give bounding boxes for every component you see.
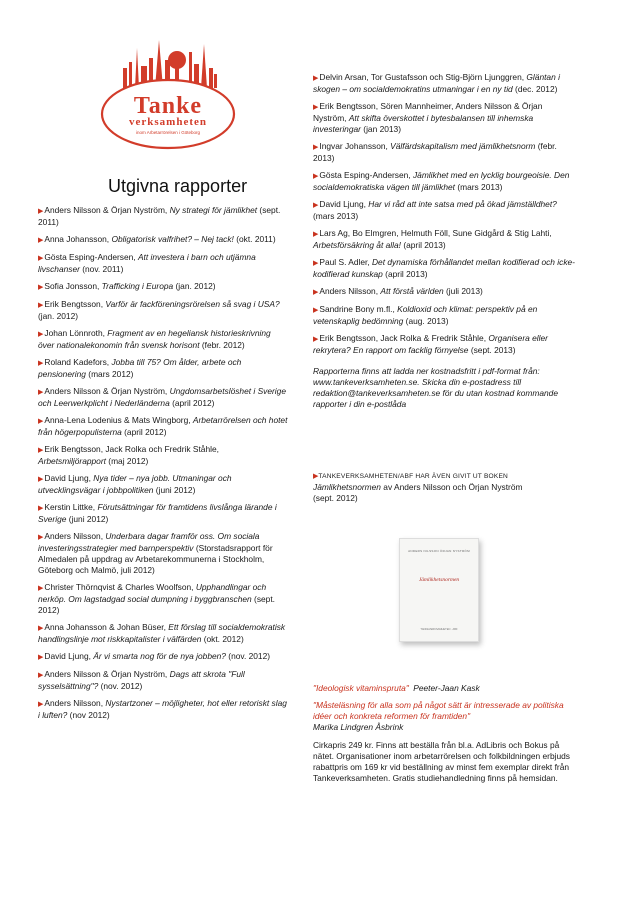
arrow-icon: ▶ <box>313 104 319 111</box>
report-title: Jobba till 75? Om ålder, arbete och pensionering <box>38 357 242 379</box>
report-entry <box>38 205 288 228</box>
report-date: (jan 2013) <box>363 124 401 134</box>
report-authors: Lars Ag, Bo Elmgren, Helmuth Föll, Sune Gidgård & Stig Lahti, <box>319 228 552 238</box>
report-authors: Anna Johansson & Johan Büser, <box>44 622 166 632</box>
report-entry <box>38 502 288 525</box>
quote-2-text: "Måsteläsning för alla som på något sätt är intresserade av politiska idéer och konkreta reformen för framtiden" <box>313 700 564 721</box>
report-title: Arbetsförsäkring åt alla! <box>313 240 401 250</box>
report-title: Organisera eller rekrytera? En rapport om facklig förnyelse <box>313 333 548 355</box>
logo-subword: verksamheten <box>129 116 207 128</box>
report-authors: Johan Lönnroth, <box>44 328 105 338</box>
report-title: Jämlikhet med en lycklig bourgeoisie. Den socialdemokratiska vägen till jämlikhet <box>313 170 570 192</box>
report-entry <box>38 299 288 322</box>
book-cover-authors: ANDERS NILSSON ÖRJAN NYSTRÖM <box>408 549 470 553</box>
report-title: Att skifta överskottet i bytesbalansen till inhemska investeringar <box>313 113 534 134</box>
report-date: (jan. 2012) <box>38 311 79 321</box>
report-entry <box>38 252 288 275</box>
report-entry <box>38 234 288 246</box>
report-entry <box>38 357 288 380</box>
report-list-left <box>38 205 288 721</box>
book-cover-title: Jämlikhetsnormen <box>418 577 460 583</box>
report-entry <box>38 622 288 645</box>
report-date: (mars 2012) <box>88 369 134 379</box>
report-title: Har vi råd att inte satsa med på ökad jämställdhet? <box>368 199 557 209</box>
quote-2 <box>313 700 575 732</box>
report-entry <box>313 228 575 251</box>
arrow-icon: ▶ <box>313 260 319 267</box>
report-authors: David Ljung, <box>44 473 91 483</box>
report-date: (jan. 2012) <box>175 281 216 291</box>
report-authors: Gösta Esping-Andersen, <box>44 252 136 262</box>
report-date: (nov. 2012) <box>228 651 271 661</box>
report-date: (juli 2013) <box>446 286 483 296</box>
report-authors: Sandrine Bony m.fl., <box>319 304 395 314</box>
report-date: (nov. 2012) <box>100 681 143 691</box>
report-title: Ett förslag till socialdemokratisk handlingslinje mot riskkapitalister i välfärden <box>38 622 286 644</box>
report-title: Obligatorisk valfrihet? – Nej tack! <box>111 234 234 244</box>
report-authors: Anna Johansson, <box>44 234 110 244</box>
report-authors: Anders Nilsson, <box>319 286 379 296</box>
report-entry <box>38 444 288 467</box>
report-title: Varför är fackföreningsrörelsen så svag i USA? <box>105 299 280 309</box>
report-title: Upphandlingar och nerköp. Om lagstadgad social dumpning i byggbranschen <box>38 582 267 604</box>
report-date: (febr. 2012) <box>201 340 245 350</box>
report-title: Ny strategi för jämlikhet <box>169 205 258 215</box>
report-title: Arbetarrörelsen och hotet från högerpopulisterna <box>38 415 288 437</box>
quote-1 <box>313 678 575 696</box>
abf-caps-line: TANKEVERKSAMHETEN/ABF HAR ÄVEN GIVIT UT BOKEN <box>318 473 509 480</box>
arrow-icon: ▶ <box>38 505 44 512</box>
report-entry <box>38 582 288 616</box>
report-authors: Christer Thörnqvist & Charles Woolfson, <box>44 582 194 592</box>
page-title: Utgivna rapporter <box>108 176 248 196</box>
report-date: (nov. 2011) <box>82 264 124 274</box>
arrow-icon: ▶ <box>38 585 44 592</box>
report-authors: Anders Nilsson, <box>44 531 104 541</box>
arrow-icon: ▶ <box>38 389 44 396</box>
report-title: Nystartzoner – möjligheter, hot eller retoriskt slag i luften? <box>38 698 287 720</box>
quote-1-text: "Ideologisk vitaminspruta" <box>313 683 409 693</box>
report-list-right <box>313 72 575 356</box>
report-authors: Paul S. Adler, <box>319 257 370 267</box>
download-note: Rapporterna finns att ladda ner kostnadsfritt i pdf-format från: www.tankeverksamheten.se. Skicka din e-postadress till redaktion@tankeverksamheten.se för du utan kostnad kommande rapporter i din e-postlåda <box>313 366 559 409</box>
report-title: Fragment av en hegeliansk historieskrivning över nationalekonomin från svensk horisont <box>38 328 271 350</box>
report-date: (febr. 2013) <box>313 141 557 163</box>
report-date: (april 2013) <box>403 240 446 250</box>
right-column <box>313 72 575 784</box>
report-authors: Erik Bengtsson, Jack Rolka och Fredrik Ståhle, <box>44 444 219 454</box>
arrow-icon: ▶ <box>38 237 44 244</box>
report-title: Koldioxid och klimat: perspektiv på en vetenskaplig bedömning <box>313 304 538 326</box>
book-cover-publisher: TANKEVERKSAMHETEN · ABF <box>420 628 458 631</box>
report-date: (okt. 2011) <box>236 234 276 244</box>
report-authors: Erik Bengtsson, Jack Rolka & Fredrik Ståhle, <box>319 333 487 343</box>
abf-book-date: (sept. 2012) <box>313 493 358 503</box>
report-date: (maj 2012) <box>108 456 149 466</box>
report-title: Att förstå världen <box>380 286 444 296</box>
logo-wordmark: Tanke <box>133 93 203 119</box>
quote-1-author: Peeter-Jaan Kask <box>413 683 480 693</box>
logo-tagline: inom Arbetarrörelsen i Göteborg <box>135 130 201 135</box>
report-authors: Sofia Jonsson, <box>44 281 100 291</box>
report-authors: Delvin Arsan, Tor Gustafsson och Stig-Björn Ljunggren, <box>319 72 525 82</box>
report-entry <box>313 257 575 280</box>
arrow-icon: ▶ <box>38 255 44 262</box>
arrow-icon: ▶ <box>313 473 319 480</box>
report-authors: Anders Nilsson, <box>44 698 104 708</box>
report-entry <box>38 698 288 721</box>
abf-book-info <box>313 470 575 504</box>
report-date: (dec. 2012) <box>515 84 558 94</box>
arrow-icon: ▶ <box>313 202 319 209</box>
quote-2-author: Marika Lindgren Åsbrink <box>313 722 404 732</box>
logo <box>93 18 243 158</box>
report-authors: Erik Bengtsson, <box>44 299 104 309</box>
arrow-icon: ▶ <box>38 534 44 541</box>
report-authors: Erik Bengtsson, Sören Mannheimer, Anders Nilsson & Örjan Nyström, <box>313 101 543 123</box>
report-authors: Roland Kadefors, <box>44 357 110 367</box>
report-entry <box>38 531 288 576</box>
report-entry <box>313 141 575 164</box>
report-date: (aug. 2013) <box>405 316 449 326</box>
report-title: Dags att skrota "Full sysselsättning"? <box>38 669 245 691</box>
report-entry <box>38 473 288 496</box>
report-authors: Anders Nilsson & Örjan Nyström, <box>44 669 168 679</box>
report-title: Trafficking i Europa <box>101 281 174 291</box>
report-date: (sept. 2013) <box>470 345 516 355</box>
report-title: Det dynamiska förhållandet mellan kodifierad och icke-kodifierad kunskap <box>313 257 575 279</box>
price-info: Cirkapris 249 kr. Finns att beställa från bl.a. AdLibris och Bokus på nätet. Organisationer inom arbetarrörelsen och folkbildningen erbjuds rabattpris om 169 kr vid beställning av minst fem exemplar direkt från Tankeverksamheten. Gratis studiehandledning finns på hemsidan. <box>313 740 570 783</box>
report-date: (Storstadsrapport för Almedalen på uppdrag av Arbetarekommunerna i Stockholm, Göteborg och Malmö, juli 2012) <box>38 543 273 575</box>
report-entry <box>38 328 288 351</box>
report-authors: Kerstin Littke, <box>44 502 96 512</box>
arrow-icon: ▶ <box>38 360 44 367</box>
report-date: (mars 2013) <box>313 211 359 221</box>
report-entry <box>313 199 575 222</box>
arrow-icon: ▶ <box>38 701 44 708</box>
report-date: (april 2012) <box>124 427 167 437</box>
report-entry <box>313 72 575 95</box>
report-date: (sept. 2011) <box>38 205 281 227</box>
report-entry <box>38 669 288 692</box>
report-title: Arbetsmiljörapport <box>38 456 106 466</box>
report-entry <box>38 281 288 293</box>
report-authors: Anders Nilsson & Örjan Nyström, <box>44 386 168 396</box>
arrow-icon: ▶ <box>38 476 44 483</box>
report-date: (sept. 2012) <box>38 594 275 615</box>
report-date: (okt. 2012) <box>203 634 244 644</box>
report-date: (juni 2012) <box>68 514 109 524</box>
arrow-icon: ▶ <box>38 625 44 632</box>
report-authors: Anders Nilsson & Örjan Nyström, <box>44 205 168 215</box>
arrow-icon: ▶ <box>38 447 44 454</box>
abf-book-authors: av Anders Nilsson och Örjan Nyström <box>383 482 523 492</box>
left-column <box>38 18 288 727</box>
report-authors: David Ljung, <box>44 651 91 661</box>
report-entry <box>313 286 575 298</box>
report-authors: Anna-Lena Lodenius & Mats Wingborg, <box>44 415 191 425</box>
report-title: Nya tider – nya jobb. Utmaningar och utvecklingsvägar i jobbpolitiken <box>38 473 232 495</box>
arrow-icon: ▶ <box>313 75 319 82</box>
report-title: Är vi smarta nog för de nya jobben? <box>93 651 226 661</box>
book-cover-image <box>399 538 479 642</box>
report-authors: Ingvar Johansson, <box>319 141 388 151</box>
arrow-icon: ▶ <box>38 284 44 291</box>
report-date: (april 2012) <box>172 398 215 408</box>
abf-book-title: Jämlikhetsnormen <box>313 482 381 492</box>
arrow-icon: ▶ <box>38 331 44 338</box>
report-authors: Gösta Esping-Andersen, <box>319 170 411 180</box>
report-title: Att investera i barn och utjämna livschanser <box>38 252 256 274</box>
report-entry <box>38 415 288 438</box>
logo-emblem <box>93 18 243 158</box>
report-authors: David Ljung, <box>319 199 366 209</box>
report-entry <box>313 304 575 327</box>
arrow-icon: ▶ <box>313 289 319 296</box>
report-title: Gläntan i skogen – om socialdemokratins utmaningar i en ny tid <box>313 72 560 94</box>
report-title: Förutsättningar för framtidens livslånga lärande i Sverige <box>38 502 277 524</box>
report-entry <box>38 651 288 663</box>
arrow-icon: ▶ <box>313 231 319 238</box>
arrow-icon: ▶ <box>38 302 44 309</box>
arrow-icon: ▶ <box>313 173 319 180</box>
arrow-icon: ▶ <box>38 672 44 679</box>
arrow-icon: ▶ <box>313 307 319 314</box>
report-entry <box>313 333 575 356</box>
arrow-icon: ▶ <box>38 654 44 661</box>
report-date: (april 2013) <box>385 269 428 279</box>
report-date: (nov 2012) <box>69 710 110 720</box>
report-date: (juni 2012) <box>155 485 196 495</box>
arrow-icon: ▶ <box>313 336 319 343</box>
report-entry <box>313 101 575 135</box>
report-title: Ungdomsarbetslöshet i Sverige och Leerwerkplicht i Nederländerna <box>38 386 286 408</box>
report-title: Underbara dagar framför oss. Om sociala investeringsstrategier med barnperspektiv <box>38 531 260 553</box>
arrow-icon: ▶ <box>38 418 44 425</box>
report-title: Välfärdskapitalism med jämlikhetsnorm <box>390 141 536 151</box>
report-date: (mars 2013) <box>457 182 503 192</box>
report-entry <box>313 170 575 193</box>
report-entry <box>38 386 288 409</box>
arrow-icon: ▶ <box>313 144 319 151</box>
arrow-icon: ▶ <box>38 208 44 215</box>
